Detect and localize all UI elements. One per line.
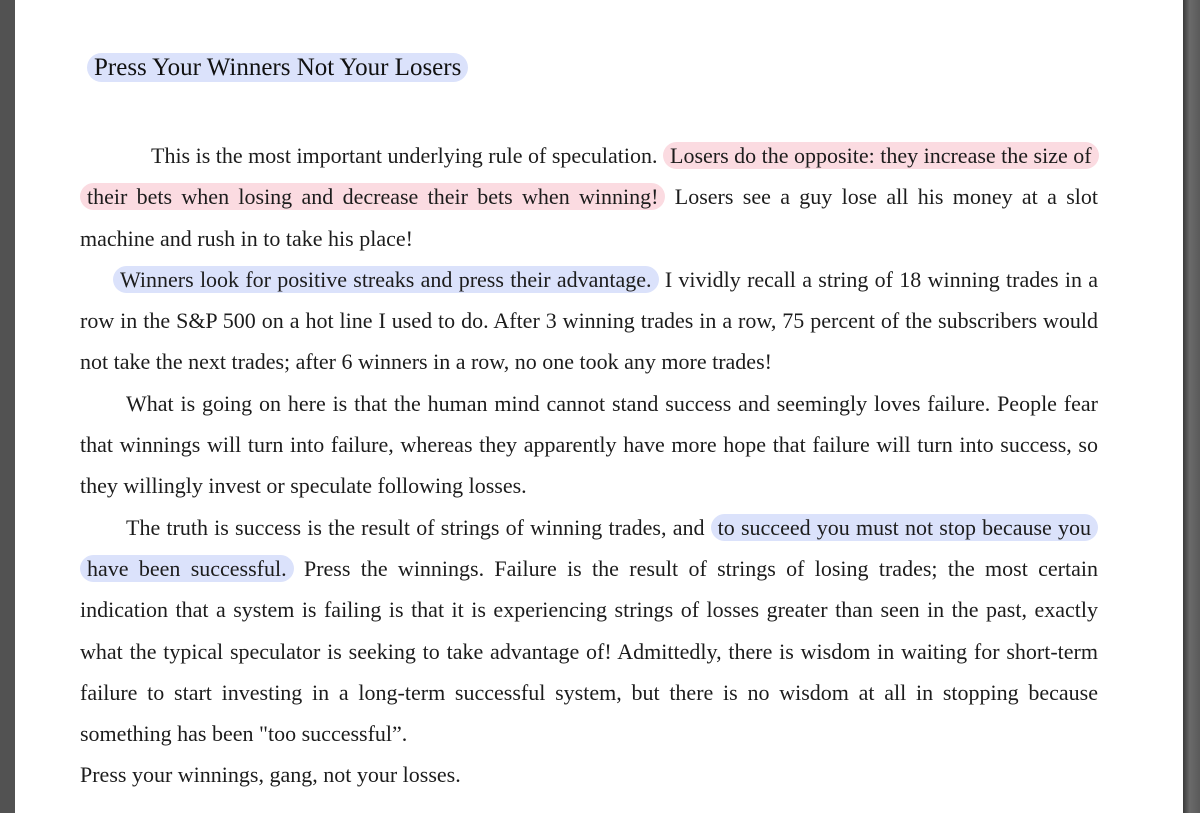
- paragraph-5: [80, 754, 1098, 795]
- paragraph-2-highlight: Winners look for positive streaks and press their advantage.: [113, 266, 659, 293]
- page-edge-shadow: [1183, 0, 1200, 813]
- paragraph-2-text: I vividly recall a string of 18 winning trades in a row in the S&P 500 on a hot line I used to do. After 3 winning trades in a row, 75 percent of the subscribers would not take the next trades; after 6 winners in a row, no one took any more trades!: [80, 266, 1099, 375]
- paragraph-4-tail: Press the winnings. Failure is the result of strings of losing trades; the most certain indication that a system is failing is that it is experiencing strings of losses greater than seen in the past, exactly what the typical speculator is seeking to take advantage of! Admittedly, there is wisdom in waiting for short-term failure to start investing in a long-term successful system, but there is no wisdom at all in stopping because something has been "too successful”.: [80, 555, 1098, 747]
- paragraph-1-tail: Losers see a guy lose all his money at a slot machine and rush in to take his place!: [80, 184, 1098, 251]
- paragraph-4-text: The truth is success is the result of strings of winning trades, and: [126, 514, 705, 540]
- paragraph-4: [80, 507, 1098, 755]
- paragraph-1-highlight: Losers do the opposite: they increase the size of their bets when losing and decrease their bets when winning!: [80, 142, 1099, 210]
- document-body: [80, 135, 1098, 796]
- paragraph-4-highlight: to succeed you must not stop because you have been successful.: [80, 514, 1098, 582]
- page-title: [87, 53, 468, 83]
- paragraph-3-text: What is going on here is that the human mind cannot stand success and seemingly loves failure. People fear that winnings will turn into failure, whereas they apparently have more hope that failure will turn into success, so they willingly invest or speculate following losses.: [80, 390, 1098, 499]
- paragraph-3: [80, 383, 1098, 507]
- document-page: [15, 0, 1183, 813]
- paragraph-2: [80, 259, 1098, 383]
- paragraph-5-text: Press your winnings, gang, not your losses.: [80, 762, 461, 788]
- paragraph-1: [80, 135, 1098, 259]
- title-highlight: Press Your Winners Not Your Losers: [87, 53, 468, 82]
- paragraph-1-text: This is the most important underlying rule of speculation.: [151, 143, 658, 168]
